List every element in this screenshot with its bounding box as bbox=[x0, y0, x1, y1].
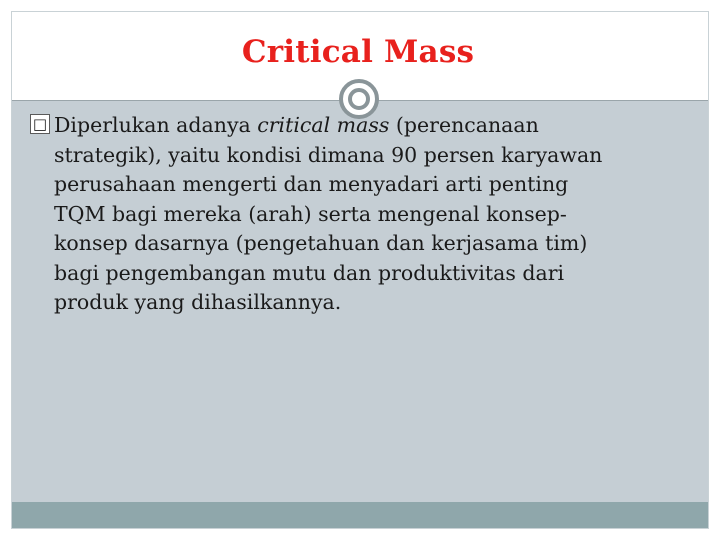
bullet-paragraph bbox=[30, 111, 690, 318]
line1-pre: Diperlukan adanya bbox=[54, 113, 258, 137]
bullet-item bbox=[30, 111, 690, 318]
slide-title: Critical Mass bbox=[241, 34, 475, 70]
bullet-box-icon: □ bbox=[30, 114, 50, 134]
paragraph-line-2: strategik), yaitu kondisi dimana 90 persen karyawan bbox=[54, 142, 603, 167]
paragraph-line-3: perusahaan mengerti dan menyadari arti penting bbox=[54, 172, 569, 196]
divider-ring-inner bbox=[348, 88, 370, 110]
paragraph-line-6: bagi pengembangan mutu dan produktivitas dari bbox=[54, 260, 565, 285]
line1-italic: critical mass bbox=[257, 113, 390, 137]
paragraph-line-5: konsep dasarnya (pengetahuan dan kerjasama tim) bbox=[54, 231, 588, 255]
paragraph-line-1 bbox=[54, 111, 690, 141]
paragraph-line-7: produk yang dihasilkannya. bbox=[54, 290, 342, 314]
paragraph-line-4: TQM bagi mereka (arah) serta mengenal konsep- bbox=[54, 201, 567, 226]
line1-post: (perencanaan bbox=[389, 113, 539, 137]
